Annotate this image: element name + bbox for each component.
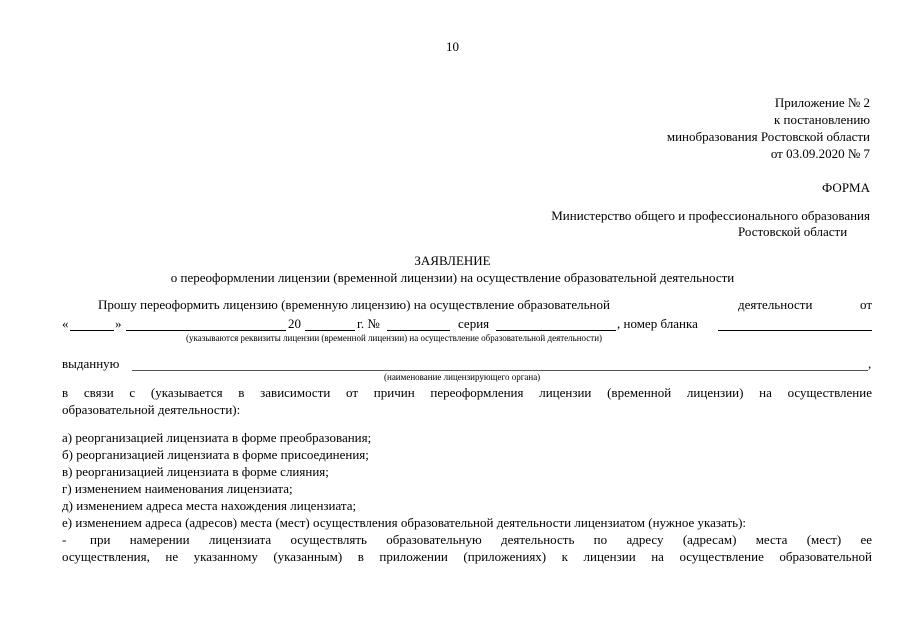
appendix-line-4: от 03.09.2020 № 7: [770, 146, 870, 161]
bullet-line-1: при намерении лицензиата осуществлять образовательную деятельность по адресу (адресам) места (мест) ее: [90, 532, 872, 547]
issuer-blank[interactable]: [132, 370, 868, 371]
appendix-line-1: Приложение № 2: [774, 95, 870, 110]
reason-line-2: образовательной деятельности):: [62, 402, 241, 417]
request-text-activity: деятельности: [738, 297, 813, 312]
quote-open: «: [62, 316, 69, 331]
quote-close: »: [115, 316, 122, 331]
reason-line-1: в связи с (указывается в зависимости от причин переоформления лицензии (временной лицензии) на осуществление: [62, 385, 872, 400]
year-blank[interactable]: [305, 330, 355, 331]
issued-comma: ,: [868, 356, 872, 371]
year-prefix: 20: [288, 316, 301, 331]
request-text: Прошу переоформить лицензию (временную лицензию) на осуществление образовательной: [98, 297, 610, 312]
addressee-line-1: Министерство общего и профессионального образования: [551, 208, 870, 223]
series-label: серия: [458, 316, 490, 331]
page-number: 10: [446, 39, 459, 54]
list-item: б) реорганизацией лицензиата в форме присоединения;: [62, 447, 369, 462]
issued-label: выданную: [62, 356, 120, 371]
list-item: г) изменением наименования лицензиата;: [62, 481, 293, 496]
list-item: д) изменением адреса места нахождения лицензиата;: [62, 498, 357, 513]
number-label: г. №: [357, 316, 380, 331]
list-item: е) изменением адреса (адресов) места (мест) осуществления образовательной деятельности лицензиатом (нужное указать):: [62, 515, 747, 530]
request-text-from: от: [860, 297, 873, 312]
month-blank[interactable]: [126, 330, 286, 331]
blank-number-blank[interactable]: [718, 330, 872, 331]
bullet-line-2: осуществления, не указанному (указанным) в приложении (приложениях) к лицензии на осуществление образовательной: [62, 549, 872, 564]
issuer-hint: (наименование лицензирующего органа): [384, 372, 541, 382]
appendix-line-3: минобразования Ростовской области: [666, 129, 870, 144]
form-label: ФОРМА: [822, 180, 870, 195]
document-title: ЗАЯВЛЕНИЕ: [414, 253, 491, 268]
license-number-blank[interactable]: [387, 330, 450, 331]
bullet-dash: -: [62, 532, 67, 547]
blank-number-label: , номер бланка: [617, 316, 698, 331]
list-item: а) реорганизацией лицензиата в форме преобразования;: [62, 430, 372, 445]
addressee-line-2: Ростовской области: [738, 224, 848, 239]
license-details-hint: (указываются реквизиты лицензии (временной лицензии) на осуществление образовательной деятельности): [186, 333, 603, 343]
day-blank[interactable]: [70, 330, 114, 331]
series-blank[interactable]: [496, 330, 616, 331]
list-item: в) реорганизацией лицензиата в форме слияния;: [62, 464, 329, 479]
document-subtitle: о переоформлении лицензии (временной лицензии) на осуществление образовательной деятельности: [170, 270, 735, 285]
appendix-line-2: к постановлению: [773, 112, 870, 127]
